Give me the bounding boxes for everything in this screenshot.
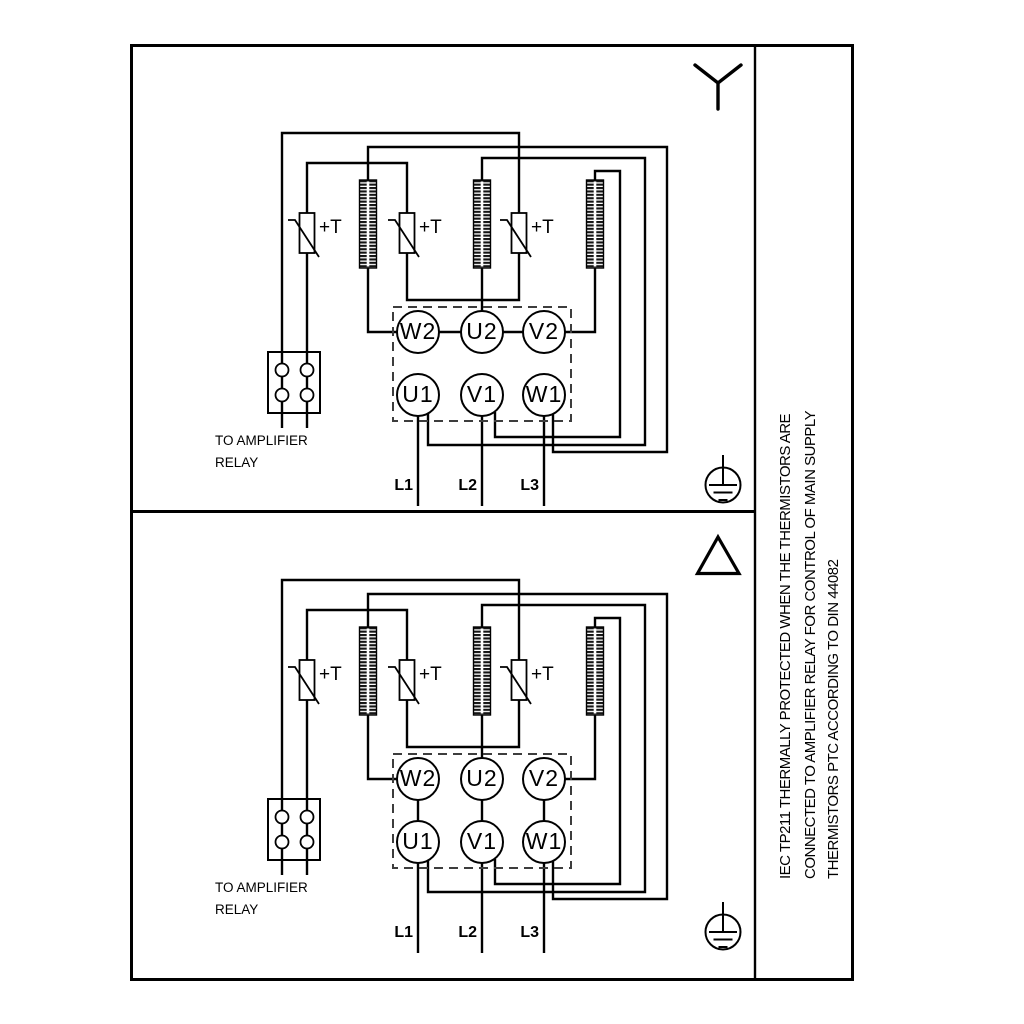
terminal-label-W1: W1	[525, 828, 563, 854]
terminal-label-W2: W2	[399, 765, 437, 791]
mains-label-L2: L2	[458, 477, 477, 494]
panel-star-connection	[215, 65, 741, 506]
terminal-label-W1: W1	[525, 381, 563, 407]
thermistor-label-1: +T	[319, 664, 342, 685]
mains-label-L1: L1	[394, 924, 413, 941]
relay-note-line1: TO AMPLIFIER	[215, 880, 308, 895]
star-icon	[695, 65, 741, 109]
delta-icon	[698, 537, 740, 574]
relay-note-line2: RELAY	[215, 455, 259, 470]
terminal-label-U1: U1	[402, 381, 434, 407]
thermistor-label-3: +T	[531, 664, 554, 685]
panel-delta-connection	[215, 537, 741, 953]
relay-note-line1: TO AMPLIFIER	[215, 433, 308, 448]
mains-label-L2: L2	[458, 924, 477, 941]
side-note	[777, 410, 842, 879]
mains-label-L3: L3	[520, 924, 539, 941]
terminal-label-U2: U2	[466, 318, 498, 344]
terminal-label-W2: W2	[399, 318, 437, 344]
side-note-line-2: CONNECTED TO AMPLIFIER RELAY FOR CONTROL OF MAIN SUPPLY	[802, 410, 819, 879]
panel-delta-wiring	[268, 580, 741, 953]
thermistor-label-2: +T	[419, 217, 442, 238]
terminal-label-U2: U2	[466, 765, 498, 791]
thermistor-label-3: +T	[531, 217, 554, 238]
terminal-label-V1: V1	[466, 828, 498, 854]
terminal-label-V2: V2	[528, 765, 560, 791]
relay-note-line2: RELAY	[215, 902, 259, 917]
terminal-label-V1: V1	[466, 381, 498, 407]
mains-label-L1: L1	[394, 477, 413, 494]
terminal-label-U1: U1	[402, 828, 434, 854]
terminal-label-V2: V2	[528, 318, 560, 344]
side-note-line-3: THERMISTORS PTC ACCORDING TO DIN 44082	[825, 559, 842, 879]
thermistor-label-2: +T	[419, 664, 442, 685]
panel-star-wiring	[268, 133, 741, 506]
thermistor-label-1: +T	[319, 217, 342, 238]
side-note-line-1: IEC TP211 THERMALLY PROTECTED WHEN THE THERMISTORS ARE	[777, 413, 794, 879]
mains-label-L3: L3	[520, 477, 539, 494]
